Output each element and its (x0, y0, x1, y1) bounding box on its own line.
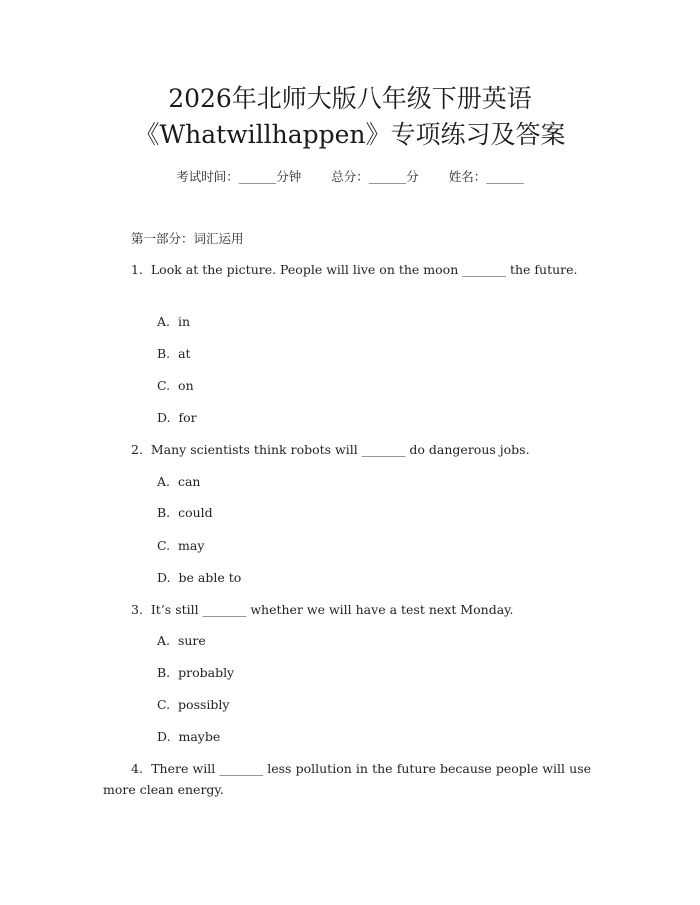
document-title-line-1: 2026年北师大版八年级下册英语 (168, 84, 532, 113)
question-2-option-d: D. be able to (157, 570, 242, 585)
question-1-option-c: C. on (157, 378, 194, 393)
question-1-text: 1. Look at the picture. People will live on the moon _______ the future. (131, 262, 578, 277)
student-name-field: 姓名：______ (448, 169, 524, 184)
question-2-option-b: B. could (157, 505, 213, 520)
question-3-option-d: D. maybe (157, 729, 221, 744)
exam-info-line (0, 168, 700, 186)
question-3-option-b: B. probably (157, 665, 235, 680)
question-3-option-c: C. possibly (157, 697, 230, 712)
question-1-option-d: D. for (157, 410, 197, 425)
question-1-option-b: B. at (157, 346, 191, 361)
question-1-option-a: A. in (157, 314, 190, 329)
question-3-text: 3. It’s still _______ whether we will have a test next Monday. (131, 602, 514, 617)
question-4-text: 4. There will _______ less pollution in the future because people will use more clean energy. (103, 761, 595, 797)
question-2-option-c: C. may (157, 538, 205, 553)
section-title: 第一部分：词汇运用 (131, 231, 244, 246)
document-title-line-2: 《Whatwillhappen》专项练习及答案 (134, 120, 566, 149)
question-2-option-a: A. can (157, 474, 201, 489)
total-score-field: 总分：______分 (331, 169, 419, 184)
question-3-option-a: A. sure (157, 633, 206, 648)
exam-time-field: 考试时间：______分钟 (176, 169, 302, 184)
question-2-text: 2. Many scientists think robots will _______ do dangerous jobs. (131, 442, 530, 457)
